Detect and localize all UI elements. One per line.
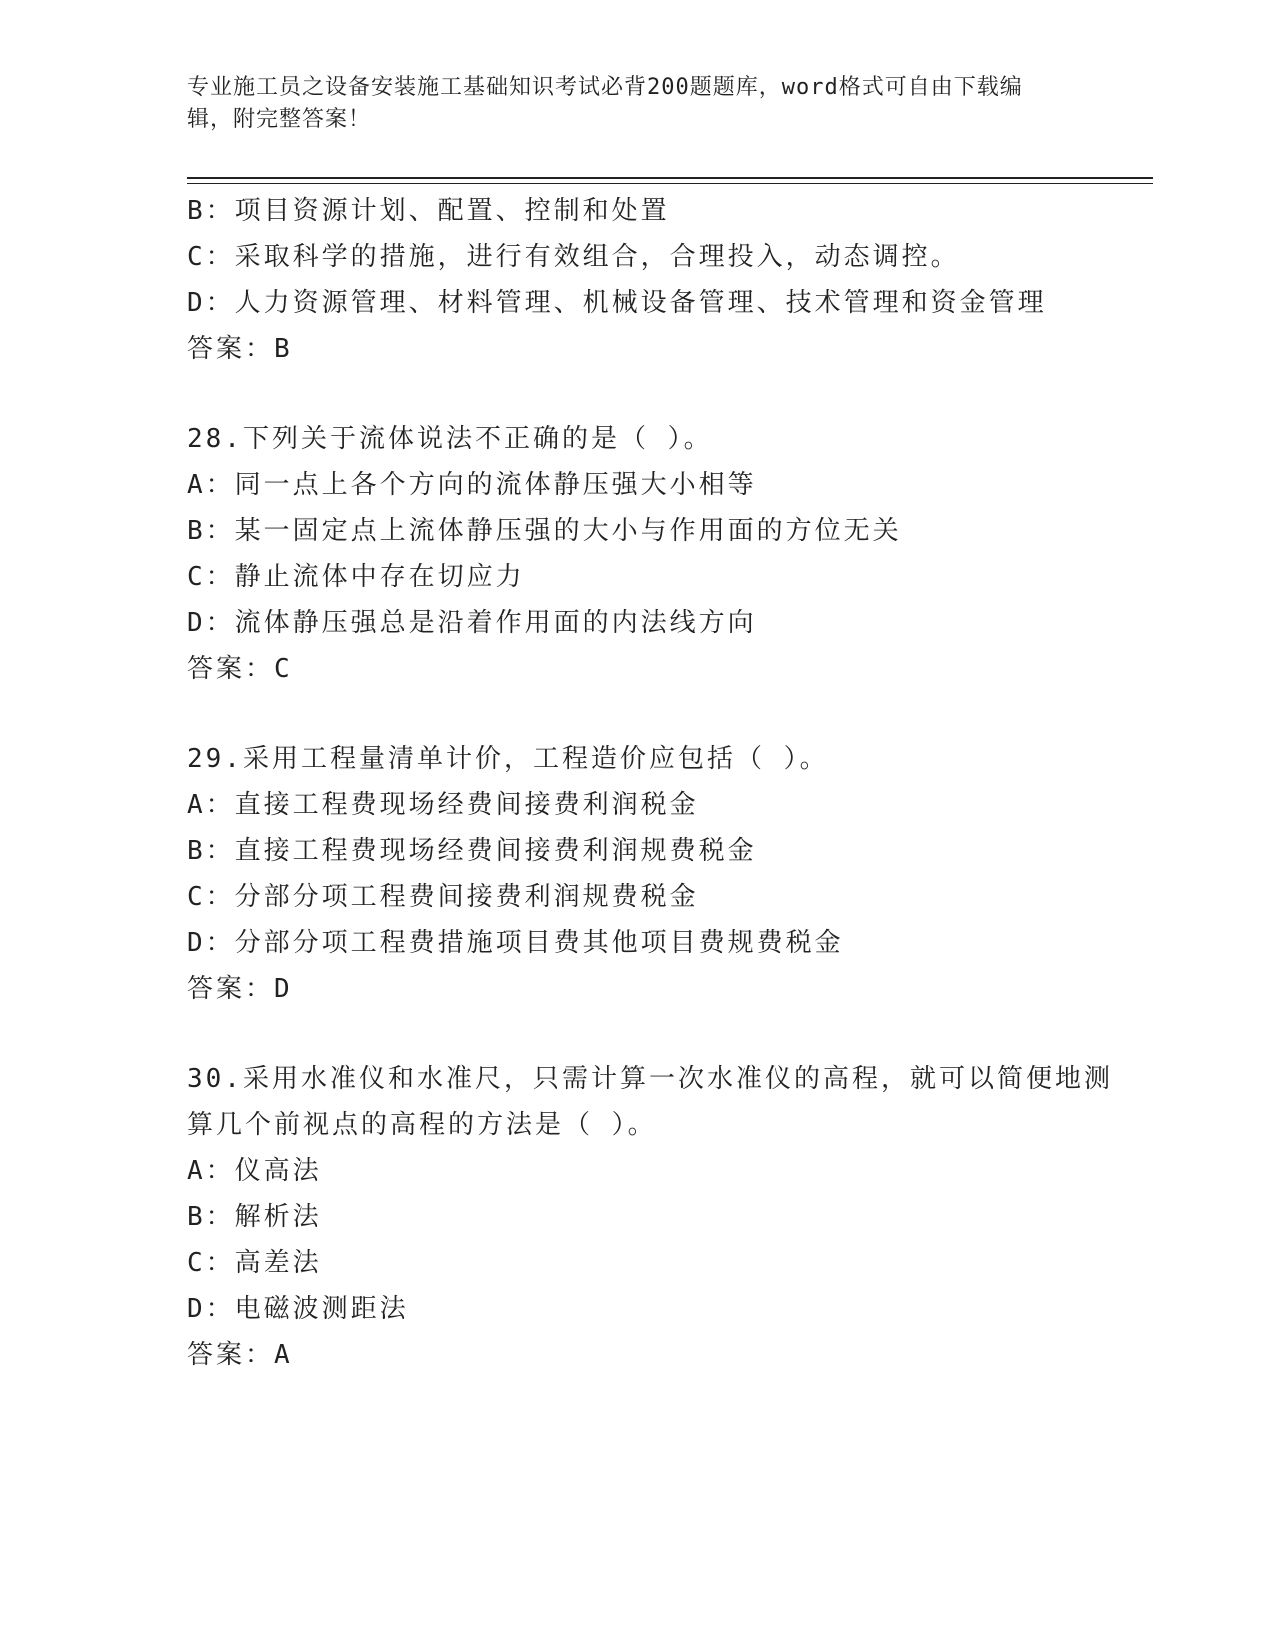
option-d: D：分部分项工程费措施项目费其他项目费规费税金 [187, 928, 844, 958]
answer-line: 答案：C [187, 654, 293, 684]
option-c: C：静止流体中存在切应力 [187, 562, 525, 592]
option-b: B：解析法 [187, 1202, 322, 1232]
spacer [187, 1012, 1117, 1056]
question-28 [187, 416, 1117, 692]
header-divider-thin [187, 183, 1153, 184]
question-stem: 29.采用工程量清单计价，工程造价应包括（ ）。 [187, 744, 829, 774]
answer-line: 答案：B [187, 334, 293, 364]
option-b: B：直接工程费现场经费间接费利润规费税金 [187, 836, 757, 866]
spacer [187, 692, 1117, 736]
option-a: A：同一点上各个方向的流体静压强大小相等 [187, 470, 757, 500]
option-c: C：高差法 [187, 1248, 322, 1278]
option-d: D：人力资源管理、材料管理、机械设备管理、技术管理和资金管理 [187, 288, 1047, 318]
page-header: 专业施工员之设备安装施工基础知识考试必背200题题库，word格式可自由下载编辑，附完整答案！ [187, 75, 1023, 132]
continued-question [187, 188, 1117, 372]
option-b: B：项目资源计划、配置、控制和处置 [187, 196, 670, 226]
question-content [187, 188, 1117, 1378]
question-stem: 30.采用水准仪和水准尺，只需计算一次水准仪的高程，就可以简便地测算几个前视点的高程的方法是（ ）。 [187, 1064, 1113, 1140]
header-divider [187, 177, 1153, 179]
question-29 [187, 736, 1117, 1012]
option-c: C：采取科学的措施，进行有效组合，合理投入，动态调控。 [187, 242, 960, 272]
answer-line: 答案：A [187, 1340, 293, 1370]
option-d: D：流体静压强总是沿着作用面的内法线方向 [187, 608, 757, 638]
answer-line: 答案：D [187, 974, 293, 1004]
option-a: A：直接工程费现场经费间接费利润税金 [187, 790, 699, 820]
spacer [187, 372, 1117, 416]
question-30 [187, 1056, 1117, 1378]
option-b: B：某一固定点上流体静压强的大小与作用面的方位无关 [187, 516, 902, 546]
option-d: D：电磁波测距法 [187, 1294, 409, 1324]
question-stem: 28.下列关于流体说法不正确的是（ ）。 [187, 424, 713, 454]
option-a: A：仪高法 [187, 1156, 322, 1186]
option-c: C：分部分项工程费间接费利润规费税金 [187, 882, 699, 912]
